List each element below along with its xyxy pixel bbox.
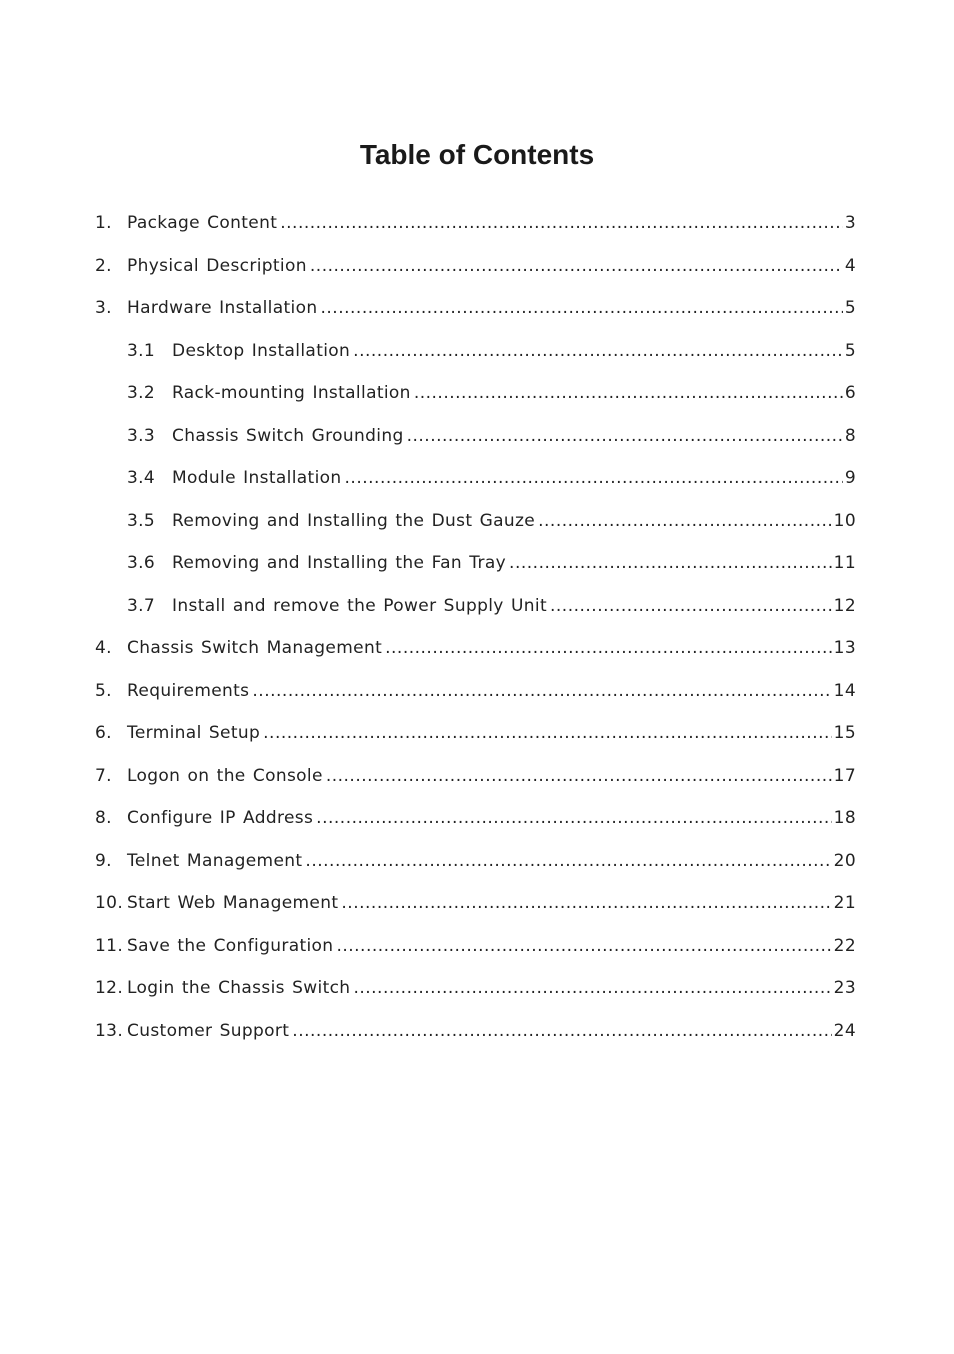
dot-leader [310,245,843,288]
toc-entry-label: Removing and Installing the Dust Gauze [172,510,536,531]
dot-leader [252,670,831,713]
dot-leader [538,500,832,543]
toc-entry-number: 9. [95,850,112,871]
toc-entry-label: Terminal Setup [127,723,261,743]
toc-entry-label: Module Installation [172,468,342,488]
toc-entry-label: Hardware Installation [127,298,318,318]
dot-leader [414,372,843,415]
toc-entry-chassis-switch-management[interactable] [95,627,856,670]
toc-entry-label: Removing and Installing the Fan Tray [172,553,507,573]
toc-entry-number: 3.6 [127,553,156,573]
dot-leader [305,840,831,883]
toc-entry-terminal-setup[interactable] [95,712,856,755]
toc-entry-rack-mounting-installation[interactable] [95,372,856,415]
toc-entry-page: 4 [844,255,856,276]
toc-entry-label: Save the Configuration [127,935,334,956]
toc-entry-requirements[interactable] [95,670,856,713]
dot-leader [353,330,843,373]
toc-entry-save-configuration[interactable] [95,925,856,968]
toc-entry-number: 3.7 [127,595,156,616]
toc-entry-configure-ip-address[interactable] [95,797,856,840]
dot-leader [326,755,832,798]
toc-entry-desktop-installation[interactable] [95,330,856,373]
toc-entry-page: 5 [844,298,856,318]
toc-entry-label: Start Web Management [127,893,339,913]
toc-entry-page: 14 [833,680,856,701]
dot-leader [336,925,831,968]
dot-leader [292,1010,831,1053]
toc-entry-customer-support[interactable] [95,1010,856,1053]
toc-entry-dust-gauze[interactable] [95,500,856,543]
toc-entry-login-chassis-switch[interactable] [95,967,856,1010]
toc-entry-label: Install and remove the Power Supply Unit [172,595,547,616]
toc-entry-number: 2. [95,255,112,276]
toc-entry-number: 3.4 [127,468,156,488]
toc-entry-page: 6 [844,383,856,403]
toc-entry-number: 7. [95,765,112,786]
toc-entry-number: 3.3 [127,425,156,446]
toc-entry-number: 5. [95,680,112,701]
toc-entry-number: 13. [95,1020,124,1041]
toc-entry-page: 11 [833,553,856,573]
toc-entry-page: 24 [833,1020,856,1041]
dot-leader [316,797,831,840]
dot-leader [407,415,843,458]
toc-entry-number: 1. [95,213,112,233]
dot-leader [280,202,843,245]
toc-entry-page: 8 [844,425,856,446]
toc-entry-label: Desktop Installation [172,340,351,361]
toc-entry-label: Rack-mounting Installation [172,383,411,403]
toc-entry-power-supply-unit[interactable] [95,585,856,628]
toc-entry-number: 12. [95,978,124,998]
dot-leader [385,627,832,670]
toc-entry-label: Login the Chassis Switch [127,978,351,998]
toc-entry-page: 15 [833,723,856,743]
toc-entry-label: Configure IP Address [127,808,314,828]
toc-entry-page: 13 [833,638,856,658]
toc-entry-logon-console[interactable] [95,755,856,798]
toc-entry-chassis-switch-grounding[interactable] [95,415,856,458]
toc-entry-label: Chassis Switch Grounding [172,425,404,446]
toc-entry-package-content[interactable] [95,202,856,245]
toc-entry-telnet-management[interactable] [95,840,856,883]
toc-entry-start-web-management[interactable] [95,882,856,925]
toc-entry-physical-description[interactable] [95,245,856,288]
toc-entry-number: 3.1 [127,340,156,361]
toc-entry-number: 10. [95,893,124,913]
toc-entry-page: 17 [833,765,856,786]
toc-entry-hardware-installation[interactable] [95,287,856,330]
toc-entry-label: Package Content [127,213,278,233]
toc-entry-page: 23 [833,978,856,998]
toc-entry-number: 4. [95,638,112,658]
toc-entry-page: 12 [833,595,856,616]
dot-leader [345,457,843,500]
toc-entry-fan-tray[interactable] [95,542,856,585]
toc-entry-number: 8. [95,808,112,828]
toc-entry-page: 10 [833,510,856,531]
dot-leader [263,712,832,755]
toc-entry-page: 9 [844,468,856,488]
toc-list [95,202,856,1052]
dot-leader [321,287,843,330]
toc-entry-page: 22 [833,935,856,956]
dot-leader [509,542,832,585]
toc-entry-label: Requirements [127,680,250,701]
toc-entry-label: Customer Support [127,1020,290,1041]
dot-leader [550,585,832,628]
toc-entry-number: 11. [95,935,124,956]
toc-entry-page: 20 [833,850,856,871]
toc-entry-label: Telnet Management [127,850,303,871]
toc-entry-page: 3 [844,213,856,233]
toc-entry-page: 21 [833,893,856,913]
toc-entry-module-installation[interactable] [95,457,856,500]
dot-leader [353,967,831,1010]
toc-entry-label: Chassis Switch Management [127,638,383,658]
toc-entry-number: 3.5 [127,510,156,531]
page-title: Table of Contents [359,138,595,170]
toc-entry-page: 5 [844,340,856,361]
toc-entry-label: Logon on the Console [127,765,323,786]
dot-leader [341,882,831,925]
toc-entry-number: 6. [95,723,112,743]
toc-entry-number: 3.2 [127,383,156,403]
toc-entry-page: 18 [833,808,856,828]
toc-entry-label: Physical Description [127,255,307,276]
toc-entry-number: 3. [95,298,112,318]
